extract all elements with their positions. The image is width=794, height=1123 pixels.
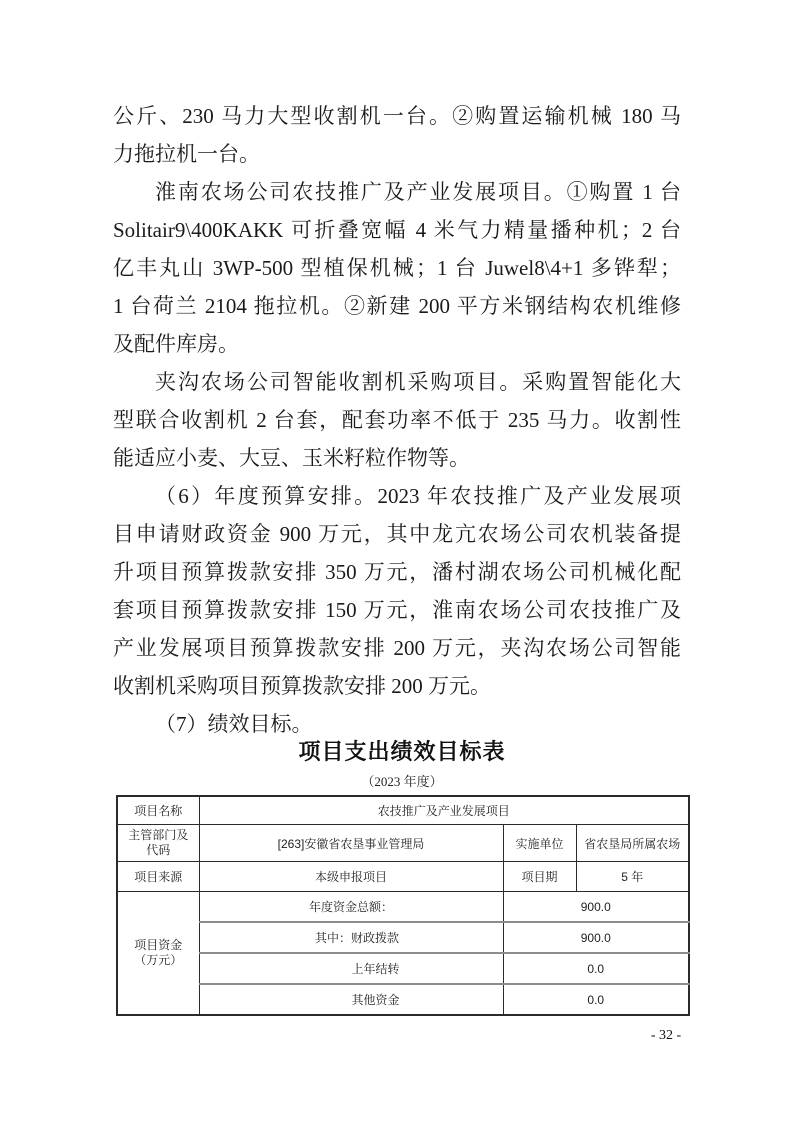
funds-label-line2: （万元） bbox=[134, 953, 183, 967]
table-row bbox=[117, 796, 689, 825]
cell-carryover-value: 0.0 bbox=[503, 953, 689, 984]
table-subtitle: （2023 年度） bbox=[361, 774, 443, 789]
cell-implement-unit-value: 省农垦局所属农场 bbox=[576, 825, 689, 862]
text-line: 目申请财政资金 900 万元，其中龙亢农场公司农机装备提 bbox=[113, 522, 681, 546]
cell-department-value: [263]安徽省农垦事业管理局 bbox=[199, 825, 503, 862]
department-label-line2: 代码 bbox=[146, 843, 171, 857]
cell-project-name-value: 农技推广及产业发展项目 bbox=[199, 796, 689, 825]
cell-project-period-value: 5 年 bbox=[576, 862, 689, 892]
table-row bbox=[117, 862, 689, 892]
cell-project-source-label: 项目来源 bbox=[117, 862, 199, 892]
table-row bbox=[117, 953, 689, 984]
cell-other-funds-label: 其他资金 bbox=[199, 984, 503, 1015]
performance-target-table bbox=[116, 795, 690, 1016]
text-line: 淮南农场公司农技推广及产业发展项目。①购置 1 台 bbox=[155, 180, 681, 204]
table-row bbox=[117, 825, 689, 862]
cell-implement-unit-label: 实施单位 bbox=[503, 825, 576, 862]
text-line: 夹沟农场公司智能收割机采购项目。采购置智能化大 bbox=[155, 370, 681, 394]
page-number: - 32 - bbox=[650, 1028, 682, 1043]
text-line: 力拖拉机一台。 bbox=[113, 142, 260, 166]
funds-label-line1: 项目资金 bbox=[134, 938, 183, 952]
text-line: 及配件库房。 bbox=[113, 332, 239, 356]
table-row bbox=[117, 892, 689, 923]
text-line: Solitair9\400KAKK 可折叠宽幅 4 米气力精量播种机；2 台 bbox=[113, 218, 681, 242]
text-line: （7）绩效目标。 bbox=[155, 712, 313, 736]
text-line: 公斤、230 马力大型收割机一台。②购置运输机械 180 马 bbox=[113, 104, 681, 128]
cell-project-name-label: 项目名称 bbox=[117, 796, 199, 825]
department-label-line1: 主管部门及 bbox=[128, 828, 189, 842]
text-line: 收割机采购项目预算拨款安排 200 万元。 bbox=[113, 674, 491, 698]
text-line: 产业发展项目预算拨款安排 200 万元，夹沟农场公司智能 bbox=[113, 636, 681, 660]
text-line: 1 台荷兰 2104 拖拉机。②新建 200 平方米钢结构农机维修 bbox=[113, 294, 681, 318]
text-line: 型联合收割机 2 台套，配套功率不低于 235 马力。收割性 bbox=[113, 408, 681, 432]
body-text bbox=[113, 97, 681, 743]
table-row bbox=[117, 922, 689, 953]
cell-project-period-label: 项目期 bbox=[503, 862, 576, 892]
cell-project-source-value: 本级申报项目 bbox=[199, 862, 503, 892]
cell-fiscal-allocation-value: 900.0 bbox=[503, 922, 689, 953]
cell-annual-total-label: 年度资金总额： bbox=[199, 892, 503, 923]
table-title: 项目支出绩效目标表 bbox=[298, 739, 506, 764]
text-line: 升项目预算拨款安排 350 万元，潘村湖农场公司机械化配 bbox=[113, 560, 681, 584]
text-line: 套项目预算拨款安排 150 万元，淮南农场公司农技推广及 bbox=[113, 598, 681, 622]
cell-annual-total-value: 900.0 bbox=[503, 892, 689, 923]
text-line: 亿丰丸山 3WP-500 型植保机械；1 台 Juwel8\4+1 多铧犁； bbox=[113, 256, 681, 280]
cell-fiscal-allocation-label: 其中：财政拨款 bbox=[199, 922, 503, 953]
cell-funds-label bbox=[117, 892, 199, 1016]
text-line: 能适应小麦、大豆、玉米籽粒作物等。 bbox=[113, 446, 470, 470]
cell-carryover-label: 上年结转 bbox=[199, 953, 503, 984]
cell-department-label bbox=[117, 825, 199, 862]
table-row bbox=[117, 984, 689, 1015]
text-line: （6）年度预算安排。2023 年农技推广及产业发展项 bbox=[155, 484, 681, 508]
cell-other-funds-value: 0.0 bbox=[503, 984, 689, 1015]
